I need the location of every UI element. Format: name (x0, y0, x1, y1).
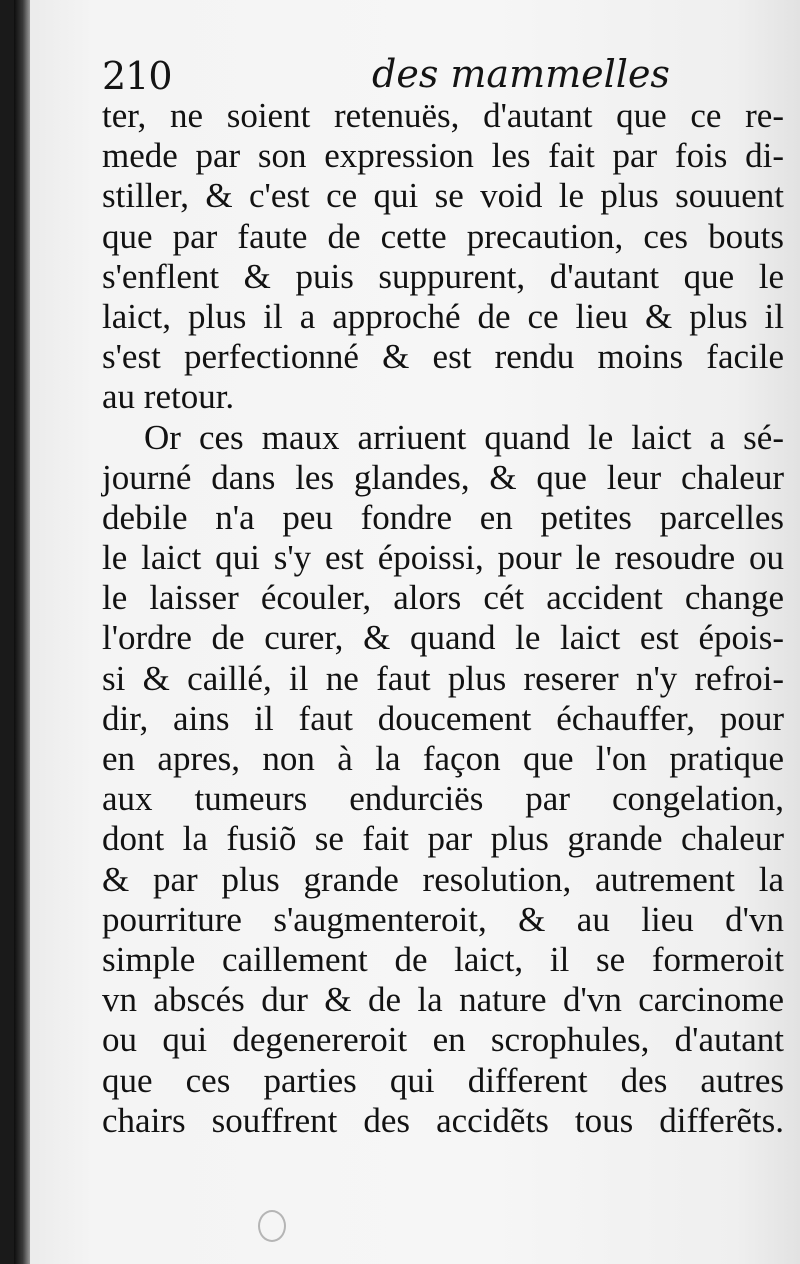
text-line: aux tumeurs endurciës par congelation, (102, 779, 784, 819)
text-line: simple caillement de laict, il se formeroit (102, 939, 784, 979)
text-line: s'est perfectionné & est rendu moins facile (102, 337, 784, 377)
text-line: pourriture s'augmenteroit, & au lieu d'vn (102, 899, 784, 939)
text-line: chairs souffrent des accidẽts tous differẽts. (102, 1100, 784, 1140)
text-line: que ces parties qui different des autres (102, 1060, 784, 1100)
paragraph-1 (102, 96, 784, 418)
paragraph-2 (102, 418, 784, 1141)
text-line: & par plus grande resolution, autrement la (102, 859, 784, 899)
text-line: le laict qui s'y est époissi, pour le resoudre ou (102, 538, 784, 578)
text-line: debile n'a peu fondre en petites parcelles (102, 497, 784, 537)
text-line: ter, ne soient retenuës, d'autant que ce re- (102, 96, 784, 135)
text-line: mede par son expression les fait par fois di- (102, 136, 784, 176)
text-line: si & caillé, il ne faut plus reserer n'y refroi- (102, 658, 784, 698)
text-line: dir, ains il faut doucement échauffer, pour (102, 698, 784, 738)
page-blemish-ornament (258, 1210, 286, 1242)
text-line: en apres, non à la façon que l'on pratique (102, 739, 784, 778)
text-line: Or ces maux arriuent quand le laict a sé- (144, 417, 784, 457)
text-line: l'ordre de curer, & quand le laict est épois- (102, 618, 784, 658)
text-line: stiller, & c'est ce qui se void le plus souuent (102, 176, 784, 216)
text-line: le laisser écouler, alors cét accident change (102, 578, 784, 618)
text-line: ou qui degenereroit en scrophules, d'autant (102, 1020, 784, 1060)
text-line: que par faute de cette precaution, ces bouts (102, 216, 784, 256)
text-line: s'enflent & puis suppurent, d'autant que le (102, 256, 784, 296)
page-number: 210 (102, 54, 172, 98)
text-line: au retour. (102, 377, 235, 417)
text-line: journé dans les glandes, & que leur chaleur (102, 457, 784, 497)
book-page (14, 0, 800, 1264)
text-line: laict, plus il a approché de ce lieu & plus il (102, 296, 784, 336)
body-text (102, 96, 784, 1141)
text-line: dont la fusiõ se fait par plus grande chaleur (102, 819, 784, 859)
page-gutter-shadow (14, 0, 30, 1264)
text-line: vn abscés dur & de la nature d'vn carcinome (102, 980, 784, 1020)
running-title: des mammelles (372, 52, 670, 96)
